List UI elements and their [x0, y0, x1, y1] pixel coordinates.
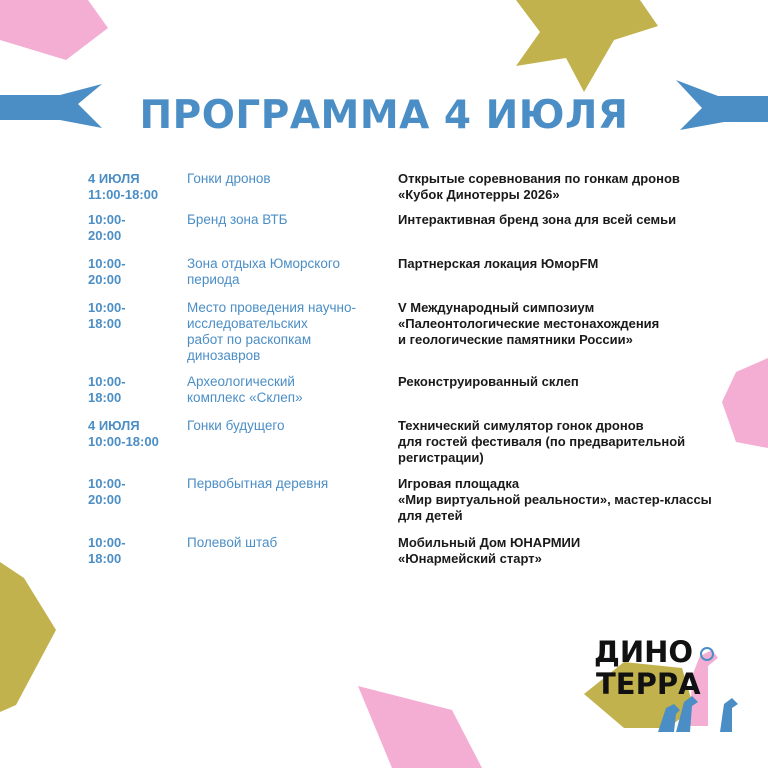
schedule-time-line: 10:00-18:00: [88, 434, 159, 449]
schedule-description-line: Игровая площадка: [398, 476, 520, 491]
schedule-time-line: 10:00-: [88, 535, 126, 550]
schedule-location-line: комплекс «Склеп»: [187, 390, 303, 405]
schedule-description: [398, 256, 728, 272]
schedule-description-line: для детей: [398, 508, 463, 523]
schedule-time-line: 20:00: [88, 272, 122, 287]
schedule-location-line: Зона отдыха Юморского: [187, 256, 340, 271]
schedule-location: [187, 256, 387, 288]
schedule-description-line: Партнерская локация ЮморFM: [398, 256, 599, 271]
schedule-time-line: 4 ИЮЛЯ: [88, 171, 140, 186]
schedule-description-line: «Мир виртуальной реальности», мастер-классы: [398, 492, 712, 507]
schedule-location-line: исследовательских: [187, 316, 308, 331]
schedule-location-line: Первобытная деревня: [187, 476, 329, 491]
schedule-description: [398, 476, 728, 524]
schedule-description-line: Открытые соревнования по гонкам дронов: [398, 171, 680, 186]
schedule-location-line: Гонки дронов: [187, 171, 271, 186]
schedule-time-line: 20:00: [88, 228, 122, 243]
schedule-description-line: Интерактивная бренд зона для всей семьи: [398, 212, 677, 227]
schedule-time-line: 20:00: [88, 492, 122, 507]
schedule-description-line: «Кубок Динотерры 2026»: [398, 187, 560, 202]
schedule-description-line: V Международный симпозиум: [398, 300, 595, 315]
page-title: ПРОГРАММА 4 ИЮЛЯ: [139, 93, 629, 138]
schedule-location-line: работ по раскопкам: [187, 332, 312, 347]
schedule-time: [88, 212, 178, 244]
dinoterra-logo: [584, 632, 744, 738]
schedule-location: [187, 171, 387, 187]
schedule-time-line: 10:00-: [88, 374, 126, 389]
schedule-description-line: для гостей фестиваля (по предварительной: [398, 434, 686, 449]
schedule-time: [88, 256, 178, 288]
schedule-time-line: 18:00: [88, 316, 122, 331]
schedule-time: [88, 418, 178, 450]
schedule-location-line: периода: [187, 272, 240, 287]
schedule-description-line: Реконструированный склеп: [398, 374, 579, 389]
schedule-time-line: 11:00-18:00: [88, 187, 159, 202]
schedule-time-line: 4 ИЮЛЯ: [88, 418, 140, 433]
schedule-description-line: и геологические памятники России»: [398, 332, 633, 347]
schedule-description-line: «Палеонтологические местонахождения: [398, 316, 660, 331]
schedule-time-line: 10:00-: [88, 212, 126, 227]
schedule-location-line: Бренд зона ВТБ: [187, 212, 288, 227]
schedule-description: [398, 212, 728, 228]
schedule-location-line: Гонки будущего: [187, 418, 285, 433]
schedule-time: [88, 476, 178, 508]
schedule-location: [187, 476, 387, 492]
schedule-time: [88, 171, 178, 203]
schedule-time: [88, 535, 178, 567]
schedule-time-line: 10:00-: [88, 476, 126, 491]
logo-text-line2: ТЕРРА: [596, 667, 701, 701]
schedule-location: [187, 418, 387, 434]
logo-text-line1: ДИНО: [594, 635, 694, 669]
schedule-time: [88, 374, 178, 406]
schedule-location: [187, 374, 387, 406]
schedule-location-line: динозавров: [187, 348, 261, 363]
schedule-time-line: 10:00-: [88, 300, 126, 315]
schedule-location: [187, 300, 387, 364]
schedule-description: [398, 374, 728, 390]
schedule-description: [398, 171, 728, 203]
schedule-time-line: 18:00: [88, 551, 122, 566]
schedule-location-line: Полевой штаб: [187, 535, 278, 550]
schedule-location-line: Место проведения научно-: [187, 300, 357, 315]
schedule-description-line: Мобильный Дом ЮНАРМИИ: [398, 535, 581, 550]
schedule-location: [187, 535, 387, 551]
schedule-description: [398, 418, 728, 466]
schedule-description: [398, 535, 728, 567]
schedule-description: [398, 300, 728, 348]
logo-dino-blue-large: [720, 698, 738, 732]
schedule-time-line: 10:00-: [88, 256, 126, 271]
schedule-time: [88, 300, 178, 332]
schedule-description-line: «Юнармейский старт»: [398, 551, 542, 566]
schedule-time-line: 18:00: [88, 390, 122, 405]
schedule-description-line: регистрации): [398, 450, 484, 465]
schedule-location-line: Археологический: [187, 374, 295, 389]
schedule-location: [187, 212, 387, 228]
schedule-description-line: Технический симулятор гонок дронов: [398, 418, 644, 433]
